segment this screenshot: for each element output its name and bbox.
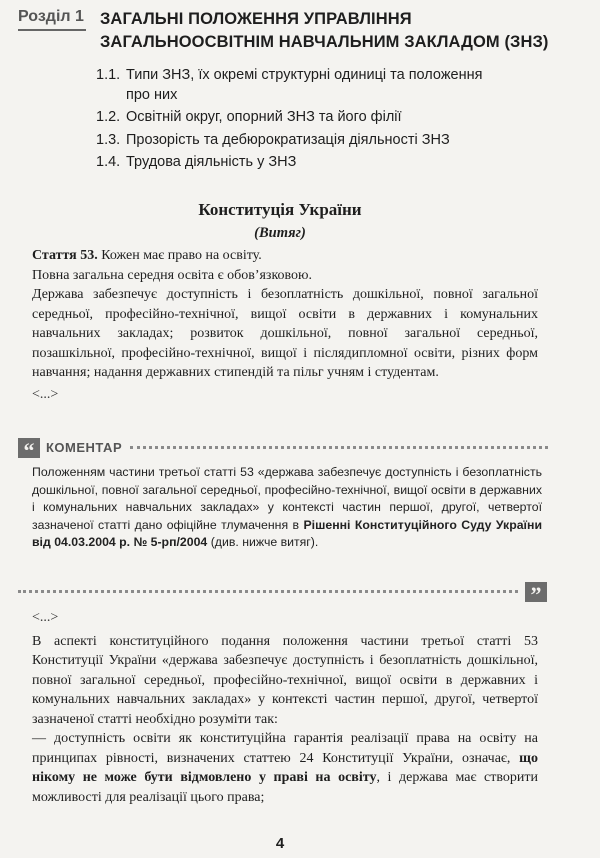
article-label: Стаття 53.: [32, 248, 98, 263]
decision-text-part: — доступність освіти як конституційна гарантія реалізації права на освіту на принципах рівності, визначених статтею 24 Конституції України, означає,: [32, 731, 538, 766]
toc-item-text: Освітній округ, опорний ЗНЗ та його філії: [126, 109, 402, 125]
toc-item-text: Прозорість та дебюрократизація діяльності ЗНЗ: [126, 131, 450, 148]
decision-paragraph: В аспекті конституційного подання положення частини третьої статті 53 Конституції України «держава забезпечує доступність і безоплатність дошкільної, повної загальної середньої, професійно-технічної, вищої освіти в державних і комунальних навчальних закладах» у контексті частин першої, другої, четвертої зазначеної статті необхідно розуміти так:: [32, 633, 538, 727]
toc-item-number: 1.3.: [96, 131, 121, 148]
comment-text: [32, 464, 542, 552]
document-title: Конституція України: [198, 200, 362, 219]
article-text: Кожен має право на освіту.: [97, 248, 262, 263]
toc-item-number: 1.4.: [96, 154, 121, 170]
document-subtitle: (Витяг): [254, 225, 306, 241]
comment-label: КОМЕНТАР: [46, 440, 123, 455]
toc-item-text: Типи ЗНЗ, їх окремі структурні одиниці та положення: [126, 67, 483, 83]
omission-mark: <...>: [32, 610, 59, 625]
decision-paragraph: [32, 729, 538, 807]
section-title: [100, 8, 549, 54]
comment-text-part: Положенням частини третьої статті 53 «держава забезпечує доступність і безоплатність дошкільної, повної загальної середньої, професійно-технічної, вищої освіти в державних і комунальних навчальних закладах» у контексті частин першої, другої, четвертої зазначеної статті дано офіційне тлумачення в: [32, 465, 542, 532]
section-title-line2: ЗАГАЛЬНООСВІТНІМ НАВЧАЛЬНИМ ЗАКЛАДОМ (ЗНЗ): [100, 33, 549, 51]
section-label: Розділ 1: [18, 8, 86, 31]
article-excerpt: [32, 246, 538, 404]
decision-text-part: , і держава має створити можливості для реалізації цього права;: [32, 770, 538, 805]
comment-body: [32, 464, 542, 552]
decision-reference: Рішенні Конституційного Суду України від 04.03.2004 р. № 5-рп/2004: [32, 517, 543, 549]
quote-open-icon: “: [18, 438, 40, 458]
toc-item-number: 1.1.: [96, 67, 121, 83]
toc-item-continuation: про них: [126, 86, 178, 103]
toc-item-number: 1.2.: [96, 109, 121, 125]
dotted-divider: [130, 446, 548, 449]
omission-mark: <...>: [32, 386, 59, 402]
article-heading-line: [32, 246, 538, 266]
decision-emphasis: що нікому не може бути відмовлено у праві на освіту: [32, 750, 538, 785]
toc-item: [96, 66, 566, 105]
toc-item-text: Трудова діяльність у ЗНЗ: [126, 154, 297, 170]
table-of-contents: [96, 66, 566, 176]
dotted-divider: [18, 590, 518, 593]
decision-excerpt: [32, 606, 538, 807]
quote-close-icon: ”: [525, 582, 547, 602]
article-line2: Повна загальна середня освіта є обов’язковою.: [32, 267, 313, 283]
section-title-line1: ЗАГАЛЬНІ ПОЛОЖЕННЯ УПРАВЛІННЯ: [100, 10, 412, 28]
page-number: 4: [275, 835, 285, 852]
toc-item: [96, 131, 566, 151]
article-paragraph: Держава забезпечує доступність і безоплатність дошкільної, повної загальної середньої, професійно-технічної, вищої освіти в державних і комунальних навчальних закладах; розвиток дошкільної, повної загальної середньої, позашкільної, професійно-технічної, вищої і післядипломної освіти, різних форм навчання; надання державних стипендій та пільг учням і студентам.: [32, 287, 538, 380]
toc-item: [96, 153, 566, 173]
comment-text-part: (див. нижче витяг).: [207, 535, 319, 549]
comment-header: [18, 438, 548, 463]
toc-item: [96, 108, 566, 128]
